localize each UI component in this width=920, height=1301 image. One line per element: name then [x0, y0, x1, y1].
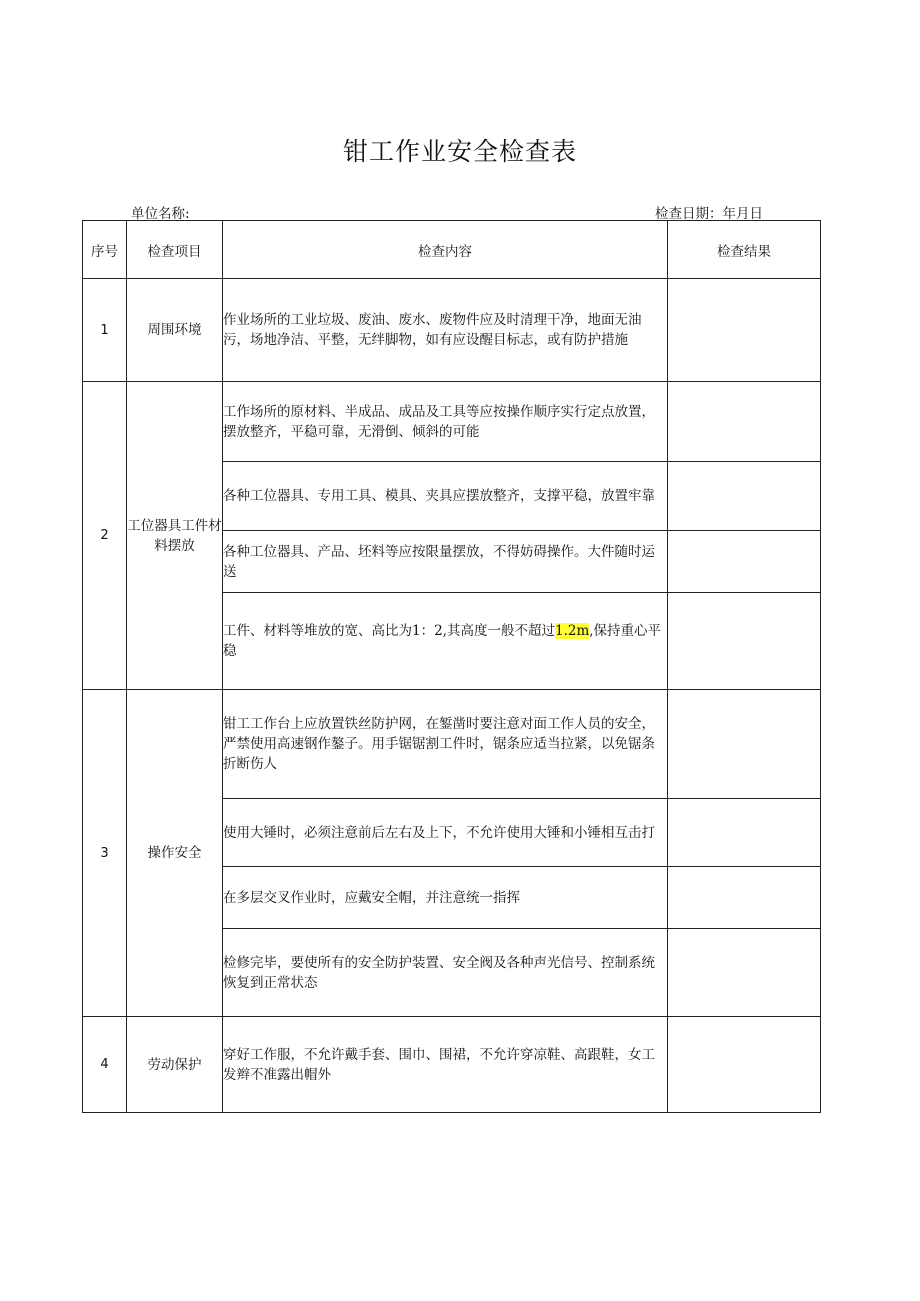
row-content: 穿好工作服，不允许戴手套、围巾、围裙，不允许穿凉鞋、高跟鞋，女工发辫不准露出帽外: [223, 1017, 668, 1113]
row-num: 2: [83, 382, 127, 690]
header-item: 检查项目: [127, 221, 223, 279]
inspection-date-label: 检查日期：年月日: [655, 206, 763, 222]
page-title: 钳工作业安全检查表: [342, 137, 577, 166]
table-row: [83, 382, 821, 462]
header-content: 检查内容: [223, 221, 668, 279]
content-text: ,保持重心平稳: [223, 623, 662, 659]
row-item: 工位器具工件材料摆放: [127, 382, 223, 690]
result-cell[interactable]: [668, 279, 821, 382]
table-row: [83, 1017, 821, 1113]
row-item: 劳动保护: [127, 1017, 223, 1113]
result-cell[interactable]: [668, 1017, 821, 1113]
inspection-table: [82, 220, 821, 1113]
table-header-row: [83, 221, 821, 279]
row-content: 在多层交叉作业时，应戴安全帽，并注意统一指挥: [223, 867, 668, 929]
header-result: 检查结果: [668, 221, 821, 279]
row-content: 各种工位器具、专用工具、模具、夹具应摆放整齐，支撑平稳，放置牢靠: [223, 462, 668, 531]
content-text: 工件、材料等堆放的宽、高比为1：2,其高度一般不超过: [223, 623, 555, 639]
row-content: 各种工位器具、产品、坯料等应按限量摆放，不得妨碍操作。大件随时运送: [223, 531, 668, 593]
unit-name-label: 单位名称:: [131, 206, 190, 222]
result-cell[interactable]: [668, 382, 821, 462]
row-content: 钳工工作台上应放置铁丝防护网，在錾凿时要注意对面工作人员的安全，严禁使用高速钢作鏊子。用手锯锯割工件时，锯条应适当拉紧，以免锯条折断伤人: [223, 690, 668, 799]
row-item: 周围环境: [127, 279, 223, 382]
result-cell[interactable]: [668, 531, 821, 593]
row-num: 4: [83, 1017, 127, 1113]
row-item: 操作安全: [127, 690, 223, 1017]
result-cell[interactable]: [668, 799, 821, 867]
table-row: [83, 279, 821, 382]
row-content: [223, 593, 668, 690]
row-num: 3: [83, 690, 127, 1017]
header-num: 序号: [83, 221, 127, 279]
result-cell[interactable]: [668, 690, 821, 799]
result-cell[interactable]: [668, 593, 821, 690]
result-cell[interactable]: [668, 867, 821, 929]
row-content: 作业场所的工业垃圾、废油、废水、废物件应及时清理干净，地面无油污，场地净洁、平整，无绊脚物，如有应设醒目标志，或有防护措施: [223, 279, 668, 382]
row-num: 1: [83, 279, 127, 382]
row-content: 检修完毕，要使所有的安全防护装置、安全阀及各种声光信号、控制系统恢复到正常状态: [223, 929, 668, 1017]
result-cell[interactable]: [668, 929, 821, 1017]
highlighted-value: 1.2m: [554, 623, 590, 639]
row-content: 使用大锤时，必须注意前后左右及上下，不允许使用大锤和小锤相互击打: [223, 799, 668, 867]
row-content: 工作场所的原材料、半成品、成品及工具等应按操作顺序实行定点放置，摆放整齐，平稳可靠，无滑倒、倾斜的可能: [223, 382, 668, 462]
result-cell[interactable]: [668, 462, 821, 531]
table-row: [83, 690, 821, 799]
